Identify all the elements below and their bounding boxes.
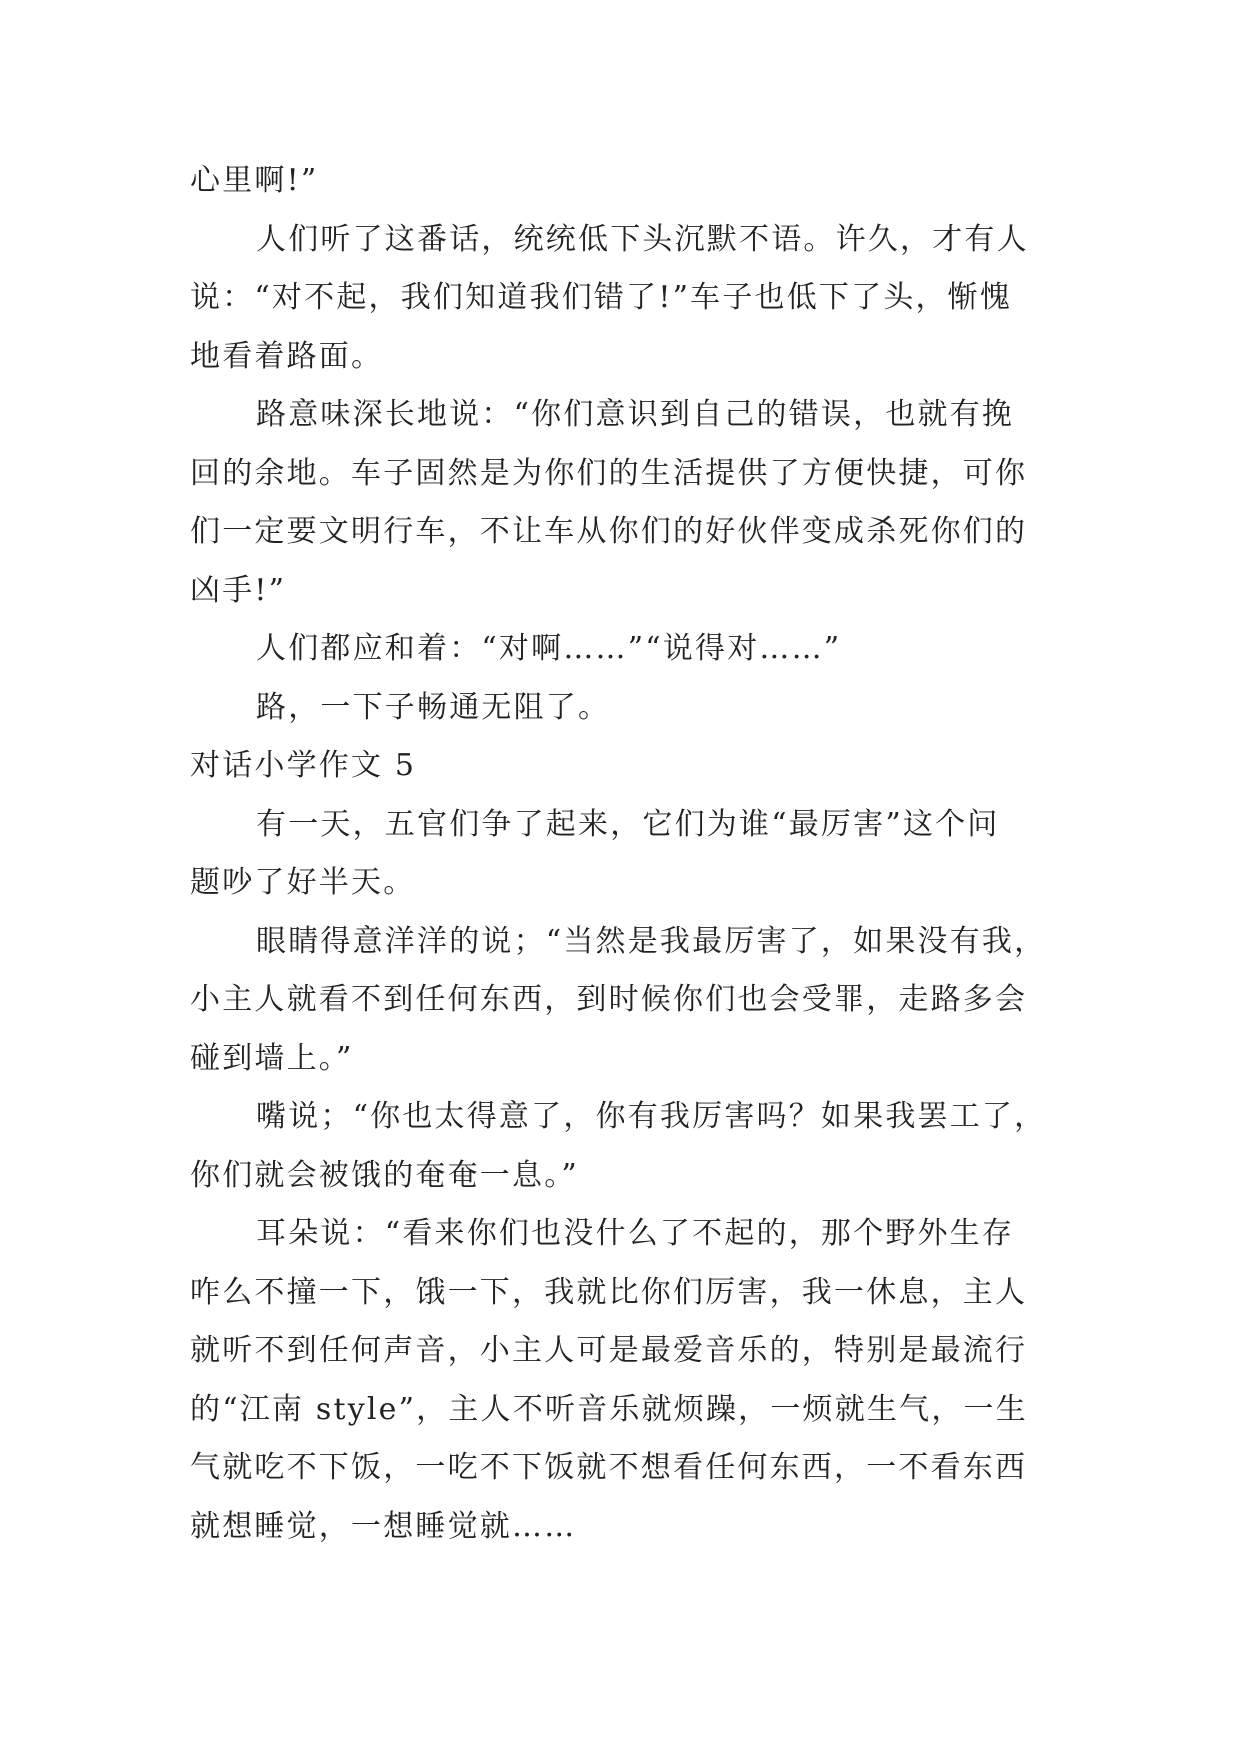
paragraph-start-line: 人们听了这番话，统统低下头沉默不语。许久，才有人 xyxy=(256,221,1029,257)
text-line: 题吵了好半天。 xyxy=(190,865,416,900)
text-line: 凶手!” xyxy=(190,572,287,608)
text-line: 就听不到任何声音，小主人可是最爱音乐的，特别是最流行 xyxy=(190,1333,1028,1368)
paragraph-start-line: 有一天，五官们争了起来，它们为谁“最厉害”这个问 xyxy=(256,806,1000,842)
text-line: 你们就会被饿的奄奄一息。” xyxy=(190,1157,579,1193)
document-body xyxy=(190,152,1070,1556)
paragraph-start-line: 耳朵说：“看来你们也没什么了不起的，那个野外生存 xyxy=(256,1216,1015,1251)
section-heading: 对话小学作文 5 xyxy=(190,748,417,783)
text-line: 的“江南 style”，主人不听音乐就烦躁，一烦就生气，一生 xyxy=(190,1391,1028,1427)
text-line: 就想睡觉，一想睡觉就…… xyxy=(190,1508,577,1544)
text-line: 碰到墙上。” xyxy=(190,1040,354,1076)
text-line: 心里啊!” xyxy=(190,163,319,198)
text-line: 气就吃不下饭，一吃不下饭就不想看任何东西，一不看东西 xyxy=(190,1450,1028,1485)
paragraph-start-line: 路，一下子畅通无阻了。 xyxy=(256,689,611,725)
text-line: 咋么不撞一下，饿一下，我就比你们厉害，我一休息，主人 xyxy=(190,1274,1028,1310)
paragraph-start-line: 路意味深长地说：“你们意识到自己的错误，也就有挽 xyxy=(256,397,1015,432)
paragraph-start-line: 嘴说；“你也太得意了，你有我厉害吗？如果我罢工了， xyxy=(256,1099,1047,1134)
paragraph-start-line: 人们都应和着：“对啊……”“说得对……” xyxy=(256,631,842,666)
text-line: 们一定要文明行车，不让车从你们的好伙伴变成杀死你们的 xyxy=(190,514,1028,549)
text-line: 小主人就看不到任何东西，到时候你们也会受罪，走路多会 xyxy=(190,982,1028,1017)
text-line: 地看着路面。 xyxy=(190,338,384,374)
paragraph-start-line: 眼睛得意洋洋的说；“当然是我最厉害了，如果没有我， xyxy=(256,923,1047,959)
text-line: 说：“对不起，我们知道我们错了!”车子也低下了头，惭愧 xyxy=(190,280,1013,315)
text-line: 回的余地。车子固然是为你们的生活提供了方便快捷，可你 xyxy=(190,455,1028,491)
